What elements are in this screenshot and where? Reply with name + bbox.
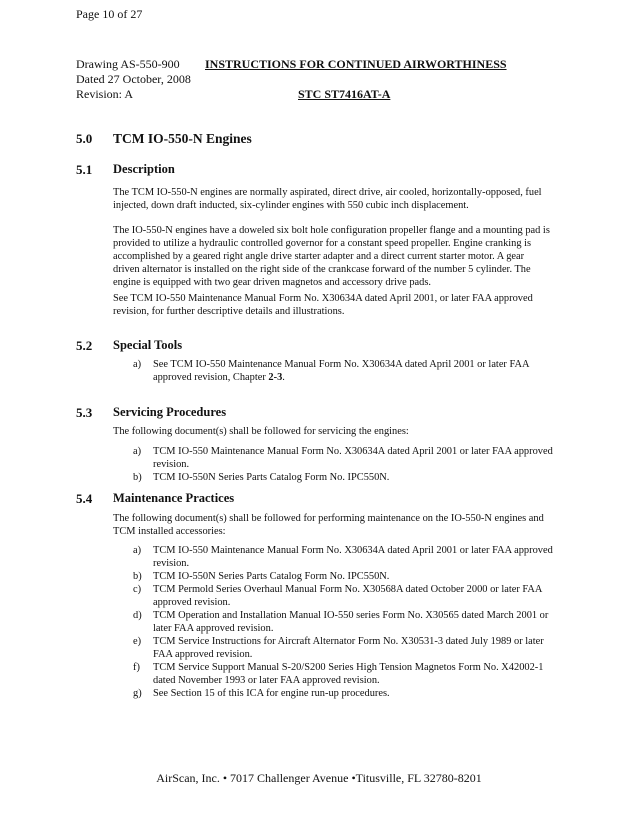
list-item-text: TCM Permold Series Overhaul Manual Form No. X30568A dated October 2000 or later FAA approved revision. [153, 584, 542, 608]
drawing-number: Drawing AS-550-900 [76, 57, 180, 71]
list-item-text: See TCM IO-550 Maintenance Manual Form No. X30634A dated April 2001 or later FAA approved revision, Chapter [153, 359, 529, 383]
list-item-label: e) [133, 636, 142, 647]
list-item-label: c) [133, 584, 142, 595]
list-item-label: b) [133, 472, 142, 483]
maintenance-list [133, 544, 563, 700]
section-5-3-title: Servicing Procedures [113, 405, 227, 419]
list-item-text: TCM Operation and Installation Manual IO-550 series Form No. X30565 dated March 2001 or later FAA approved revision. [153, 610, 549, 634]
description-paragraph-2: The IO-550-N engines have a doweled six bolt hole configuration propeller flange and a mounting pad is provided to utilize a hydraulic controlled governor for a constant speed propeller. Engine cranking is accomplished by a geared right angle drive starter adapter and a direct current starter motor. A gear driven alternator is installed on the right side of the crankcase forward of the number 5 cylinder. The engine is equipped with two gear driven magnetos and accessory drive pads. [113, 225, 550, 288]
list-item [133, 583, 563, 609]
list-item-text: TCM Service Instructions for Aircraft Alternator Form No. X30531-3 dated July 1989 or later FAA approved revision. [153, 636, 544, 660]
list-item-label: d) [133, 610, 142, 621]
list-item [133, 471, 563, 484]
list-item-end: . [282, 372, 285, 383]
list-item [133, 544, 563, 570]
list-item [133, 687, 563, 700]
servicing-intro: The following document(s) shall be followed for servicing the engines: [113, 426, 409, 437]
list-item [133, 661, 563, 687]
list-item-label: a) [133, 359, 142, 370]
stc-number: STC ST7416AT-A [298, 87, 391, 101]
list-item-label: a) [133, 545, 142, 556]
description-paragraph-1: The TCM IO-550-N engines are normally aspirated, direct drive, air cooled, horizontally-opposed, fuel injected, down draft inducted, six-cylinder engines with 550 cubic inch displacement. [113, 187, 542, 211]
list-item-label: g) [133, 688, 142, 699]
description-paragraph-3: See TCM IO-550 Maintenance Manual Form No. X30634A dated April 2001, or later FAA approved revision, for further descriptive details and illustrations. [113, 293, 533, 317]
servicing-list [133, 445, 563, 484]
section-5-3-number: 5.3 [76, 405, 93, 420]
list-item-label: b) [133, 571, 142, 582]
section-5-1-number: 5.1 [76, 162, 93, 177]
date-line: Dated 27 October, 2008 [76, 72, 191, 86]
section-5-0-number: 5.0 [76, 131, 93, 146]
revision-line: Revision: A [76, 87, 134, 101]
maintenance-intro: The following document(s) shall be followed for performing maintenance on the IO-550-N engines and TCM installed accessories: [113, 513, 544, 537]
list-item-text: TCM IO-550N Series Parts Catalog Form No. IPC550N. [153, 571, 390, 582]
list-item-text: TCM IO-550N Series Parts Catalog Form No. IPC550N. [153, 472, 390, 483]
chapter-reference: 2-3 [268, 372, 283, 383]
section-5-2-number: 5.2 [76, 338, 93, 353]
list-item-text: See Section 15 of this ICA for engine run-up procedures. [153, 688, 390, 699]
section-5-0-title: TCM IO-550-N Engines [113, 131, 252, 146]
section-5-4-title: Maintenance Practices [113, 491, 235, 505]
page-number: Page 10 of 27 [76, 7, 143, 21]
list-item-text: TCM IO-550 Maintenance Manual Form No. X30634A dated April 2001 or later FAA approved revision. [153, 446, 553, 470]
section-5-1-title: Description [113, 162, 175, 176]
page-footer: AirScan, Inc. • 7017 Challenger Avenue •Titusville, FL 32780-8201 [156, 771, 482, 785]
list-item [133, 635, 563, 661]
section-5-2-title: Special Tools [113, 338, 183, 352]
list-item [133, 445, 563, 471]
list-item-text: TCM Service Support Manual S-20/S200 Series High Tension Magnetos Form No. X42002-1 dated November 1993 or later FAA approved revision. [153, 662, 544, 686]
list-item [133, 570, 563, 583]
list-item-label: f) [133, 662, 140, 673]
document-title: INSTRUCTIONS FOR CONTINUED AIRWORTHINESS [205, 57, 507, 71]
special-tools-list [133, 358, 563, 384]
list-item [133, 609, 563, 635]
list-item [133, 358, 563, 384]
section-5-4-number: 5.4 [76, 491, 93, 506]
list-item-text: TCM IO-550 Maintenance Manual Form No. X30634A dated April 2001 or later FAA approved revision. [153, 545, 553, 569]
list-item-label: a) [133, 446, 142, 457]
